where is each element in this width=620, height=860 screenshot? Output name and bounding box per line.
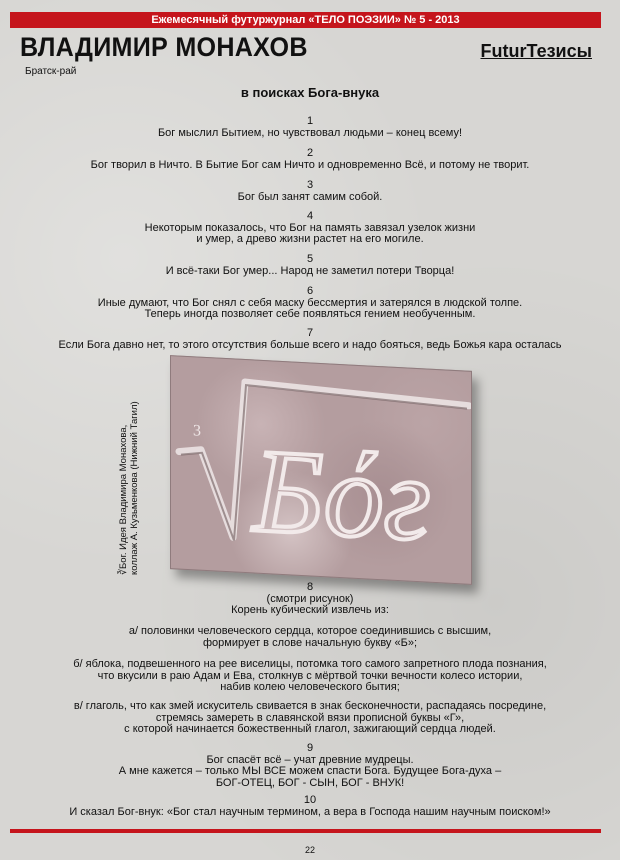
thesis-number: 9 [306,742,314,754]
thesis-text: Если Бога давно нет, то этого отсутствия больше всего и надо бояться, ведь Божья кара осталась [58,338,562,351]
thesis-8 [20,582,600,617]
article-title: в поисках Бога-внука [240,85,380,100]
thesis-text: И всё-таки Бог умер... Народ не заметил потери Творца! [165,264,455,277]
thesis-text: Бог творил в Ничто. В Бытие Бог сам Ничто и одновременно Всё, и потому не творит. [90,158,530,171]
thesis-item: а/ половинки человеческого сердца, которое соединившись с высшим, формирует в слове начальную букву «Б»; [128,625,492,649]
thesis-text: Иные думают, что Бог снял с себя маску бессмертия и затерялся в людской толпе. Теперь иногда позволяет себе появляться гением необученным. [97,296,523,320]
footer-bar [10,829,601,833]
thesis-4 [20,211,600,246]
thesis-text: Бог мыслил Бытием, но чувствовал людьми – конец всему! [157,126,463,139]
thesis-text: Некоторым показалось, что Бог на память завязал узелок жизни и умер, а древо жизни растет на его могиле. [144,221,476,245]
thesis-text: Бог спасёт всё – учат древние мудрецы. А мне кажется – только МЫ ВСЕ можем спасти Бога. Будущее Бога-духа – БОГ-ОТЕЦ, БОГ - СЫН, БОГ - ВНУК! [118,753,502,789]
thesis-number: 1 [306,115,314,127]
thesis-1 [20,116,600,139]
thesis-number: 10 [303,794,317,806]
author-name: ВЛАДИМИР МОНАХОВ [20,32,308,62]
thesis-5 [20,254,600,277]
thesis-lead: Корень кубический извлечь из: [231,604,389,616]
thesis-item: в/ глаголь, что как змей искуситель свивается в знак бесконечности, распадаясь посредине, стремясь замереть в славянской вязи прописной буквы «Г», с которой начинается божественный глагол, зажигающий сердца людей. [73,700,547,735]
thesis-8-item-b [20,659,600,694]
thesis-9 [20,743,600,789]
thesis-8-item-c [20,701,600,736]
thesis-number: 3 [306,179,314,191]
author-place: Братск-рай [25,66,77,77]
glyph-bog: Бόг [253,423,431,566]
thesis-number: 6 [306,285,314,297]
thesis-7 [20,328,600,351]
thesis-text: Бог был занят самим собой. [237,190,383,203]
thesis-10 [20,795,600,818]
thesis-item: б/ яблока, подвешенного на рее виселицы, потомка того самого запретного плода познания, что вкусили в раю Адам и Ева, столкнув с мёртвой точки вечности колесо истории, набив колею человеческого бытия; [73,658,547,693]
thesis-number: 8 [306,581,314,593]
root-index: 3 [193,422,201,440]
figure-caption-line1: ∛Бог. Идея Владимира Монахова, [118,424,129,575]
page-number: 22 [304,845,315,855]
figure-caption-line2: коллаж А. Кузьменкова (Нижний Тагил) [129,401,140,575]
thesis-number: 2 [306,147,314,159]
see-figure-note: (смотри рисунок) [266,592,354,605]
thesis-3 [20,180,600,203]
journal-header-bar [10,12,601,28]
cube-root-glyph-art [171,356,471,584]
thesis-number: 5 [306,253,314,265]
journal-header-text: Ежемесячный футуржурнал «ТЕЛО ПОЭЗИИ» № 5 - 2013 [151,14,460,26]
figure-caption [118,365,140,575]
section-brand: FuturТезисы [480,41,592,61]
collage-image [170,355,472,585]
thesis-number: 7 [306,327,314,339]
thesis-6 [20,286,600,321]
thesis-2 [20,148,600,171]
thesis-8-item-a [20,626,600,649]
thesis-number: 4 [306,210,314,222]
thesis-text: И сказал Бог-внук: «Бог стал научным термином, а вера в Господа нашим научным поиском!» [69,805,551,818]
